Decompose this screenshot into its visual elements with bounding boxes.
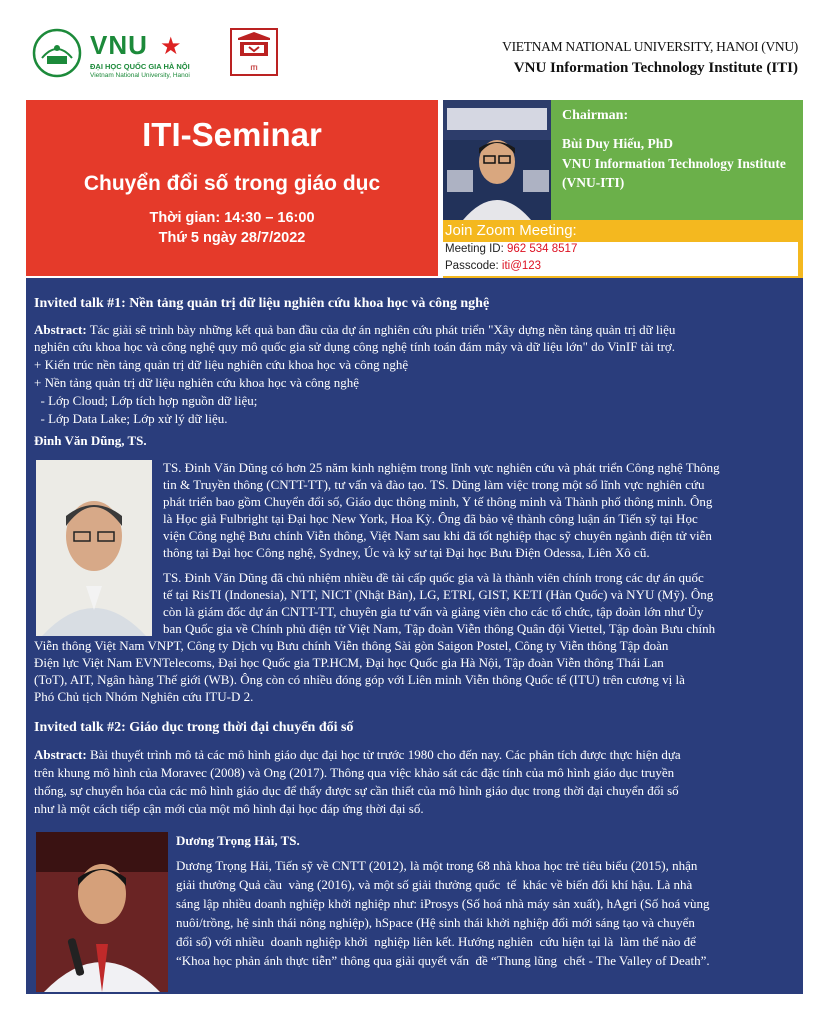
speaker-portrait-icon [36,460,152,636]
talk1-bio-line: tế tại RisTI (Indonesia), NTT, NICT (Nhật Bản), LG, ETRI, GIST, KETI (Hàn Quốc) và NYU (Mỹ). Ông [163,587,714,602]
chairman-name: Bùi Duy Hiếu, PhD [562,136,674,151]
talk1-bio-line: (ToT), AIT, Ngân hàng Thế giới (WB). Ông còn có nhiều đóng góp với Liên minh Viễn thông Quốc tế (ITU) trên cương vị là [34,672,685,687]
talk1-abstract-line: - Lớp Data Lake; Lớp xử lý dữ liệu. [34,411,228,426]
vnu-logo-subtitle-en: Vietnam National University, Hanoi [90,72,190,79]
talk2-bio-line: giải thưởng Quả cầu vàng (2016), và một số giải thưởng quốc tế khác về biến đổi khí hậu. Là nhà [176,877,693,892]
seminar-date: Thứ 5 ngày 28/7/2022 [158,230,306,246]
zoom-passcode-row [445,260,541,272]
talk2-abstract-line: Abstract: Bài thuyết trình mô tả các mô hình giáo dục đại học từ trước 1980 cho đến nay. Các phân tích được thực hiện dựa [34,747,681,762]
zoom-title: Join Zoom Meeting: [445,222,577,239]
talk1-bio-line: Phó Chủ tịch Nhóm Nghiên cứu ITU-D 2. [34,689,254,704]
talk2-title: Invited talk #2: Giáo dục trong thời đại chuyển đổi số [34,720,354,735]
seminar-banner [26,100,438,276]
talk1-title: Invited talk #1: Nền tảng quản trị dữ liệu nghiên cứu khoa học và công nghệ [34,296,490,311]
talk1-bio-line: Viễn thông Việt Nam VNPT, Công ty Dịch vụ Bưu chính Viễn thông Sài gòn Saigon Postel, Công ty Viễn thông Tập đoàn [34,638,669,653]
talk2-speaker-photo [36,832,168,992]
chairman-label: Chairman: [562,108,629,123]
talk2-bio-line: sáng lập nhiều doanh nghiệp khởi nghiệp như: iProsys (Số hoá nhà máy sản xuất), hAgri (Số hoá vùng [176,896,710,911]
talk2-speaker-name: Dương Trọng Hải, TS. [176,833,300,848]
zoom-details [443,242,798,276]
meeting-id-label: Meeting ID: [445,243,507,255]
seminar-subtitle: Chuyển đổi số trong giáo dục [83,172,381,195]
talk1-bio-line: Điện lực Việt Nam EVNTelecoms, Đại học Quốc gia TP.HCM, Đại học Quốc gia Hà Nội, Tập đoàn Viễn thông Thái Lan [34,655,664,670]
header [0,0,828,100]
talk1-bio-line: phát triển bao gồm Chuyển đổi số, Giáo dục thông minh, Y tế thông minh và Thành phố thông minh. Ông [163,494,713,509]
talk1-bio-line: TS. Đinh Văn Dũng có hơn 25 năm kinh nghiệm trong lĩnh vực nghiên cứu và phát triển Công nghệ Thông [163,460,720,475]
chairman-photo [443,100,551,220]
iti-logo-text: ITI [250,66,258,72]
talk2-bio-line: Dương Trọng Hải, Tiến sỹ về CNTT (2012), là một trong 68 nhà khoa học trẻ tiêu biểu (2015), nhận [176,858,698,873]
talk1-abstract-label: Abstract: [34,322,87,337]
vnu-logo [32,28,222,84]
talk1-bio-line: tin & Truyền thông (CNTT-TT), tư vấn và đào tạo. TS. Dũng làm việc trong một số lĩnh vực nghiên cứu [163,477,705,492]
vnu-logo-text: VNU [90,30,148,60]
talks-section [26,278,803,994]
star-icon: ★ [160,34,182,60]
institute-name: VNU Information Technology Institute (ITI) [513,60,798,76]
talk1-bio-line: còn là giám đốc dự án CNTT-TT, chuyên gia tư vấn và giảng viên cho các tổ chức, tập đoàn lớn như Ủy [163,604,704,619]
talk1-abstract-line: + Nền tảng quản trị dữ liệu nghiên cứu khoa học và công nghệ [34,375,360,390]
talk2-abstract-line: như là một cách tiếp cận mới của một mô hình đại học đáp ứng thời đại số. [34,801,424,816]
passcode-label: Passcode: [445,260,502,272]
meeting-id-value[interactable]: 962 534 8517 [507,243,578,255]
passcode-value[interactable]: iti@123 [501,260,542,272]
chairman-portrait-icon [443,100,551,220]
vnu-emblem-icon [32,28,82,78]
seminar-title: ITI-Seminar [142,116,322,153]
talk1-bio-line: viện Công nghệ Bưu chính Viễn thông, Việt Nam sau khi đã tốt nghiệp thạc sỹ chuyên ngành điện tử viễn [163,528,712,543]
seminar-time: Thời gian: 14:30 – 16:00 [149,210,315,226]
page-footer [0,994,828,1024]
talk1-bio-line: là Học giả Fulbright tại Đại học New York, Hoa Kỳ. Ông đã bảo vệ thành công luận án Tiến sỹ tại Học [163,511,698,526]
talk1-abstract-line: nghiên cứu khoa học và công nghệ quy mô quốc gia sử dụng công nghệ tính toán đám mây và dữ liệu lớn" do VinIF tài trợ. [34,339,676,354]
talk1-speaker-photo [36,460,152,636]
talk2-bio-line: đổi số) với nhiều doanh nghiệp khởi nghiệp liên kết. Hướng nghiên cứu hiện tại là làm thế nào để [176,934,696,949]
talk2-bio-line: nuôi/trồng, hệ sinh thái nông nghiệp), hSpace (Hệ sinh thái khởi nghiệp đổi mới sáng tạo và chuyển [176,915,695,930]
vnu-logo-subtitle: ĐẠI HỌC QUỐC GIA HÀ NỘI [90,62,190,71]
talk1-speaker-name: Đinh Văn Dũng, TS. [34,433,147,448]
zoom-meeting-id-row [445,243,577,255]
speaker-portrait-icon [36,832,168,992]
talk2-abstract-line: trên khung mô hình của Moravec (2008) và Ong (2017). Thông qua việc khảo sát các đặc tính của mô hình giáo dục truyền [34,765,675,780]
chairman-affiliation: VNU Information Technology Institute (VNU-ITI) [562,156,786,190]
talk1-bio-line: thông tại Đại học Công nghệ, Sydney, Úc và kỹ sư tại Đại học Bưu Điện Odessa, Liên Xô cũ. [163,545,650,560]
talk1-abstract-line: + Kiến trúc nền tảng quản trị dữ liệu nghiên cứu khoa học và công nghệ [34,357,409,372]
talk1-abstract-line: - Lớp Cloud; Lớp tích hợp nguồn dữ liệu; [34,393,258,408]
talk1-bio-line: TS. Đinh Văn Dũng đã chủ nhiệm nhiều đề tài cấp quốc gia và là thành viên chính trong các dự án quốc [163,570,704,585]
talk1-bio-line: ban Quốc gia về Chính phủ điện tử Việt Nam, Tập đoàn Viễn thông Quân đội Viettel, Tập đoàn Bưu chính [163,621,716,636]
chairman-panel [551,100,803,220]
zoom-panel [443,220,803,278]
talk2-abstract-label: Abstract: [34,747,87,762]
talk2-bio-line: “Khoa học phản ánh thực tiễn” thông qua giải quyết vấn đề “Thung lũng chết - The Valley of Death”. [176,953,710,968]
university-name: VIETNAM NATIONAL UNIVERSITY, HANOI (VNU) [502,39,798,54]
talk1-abstract-line: Abstract: Tác giải sẽ trình bày những kết quả ban đầu của dự án nghiên cứu phát triển "Xây dựng nền tảng quản trị dữ liệu [34,322,676,337]
talk2-abstract-line: thống, sự chuyển hóa của các mô hình giáo dục để thấy được sự cần thiết của mô hình giáo dục trong thời đại chuyển đổi số [34,783,679,798]
